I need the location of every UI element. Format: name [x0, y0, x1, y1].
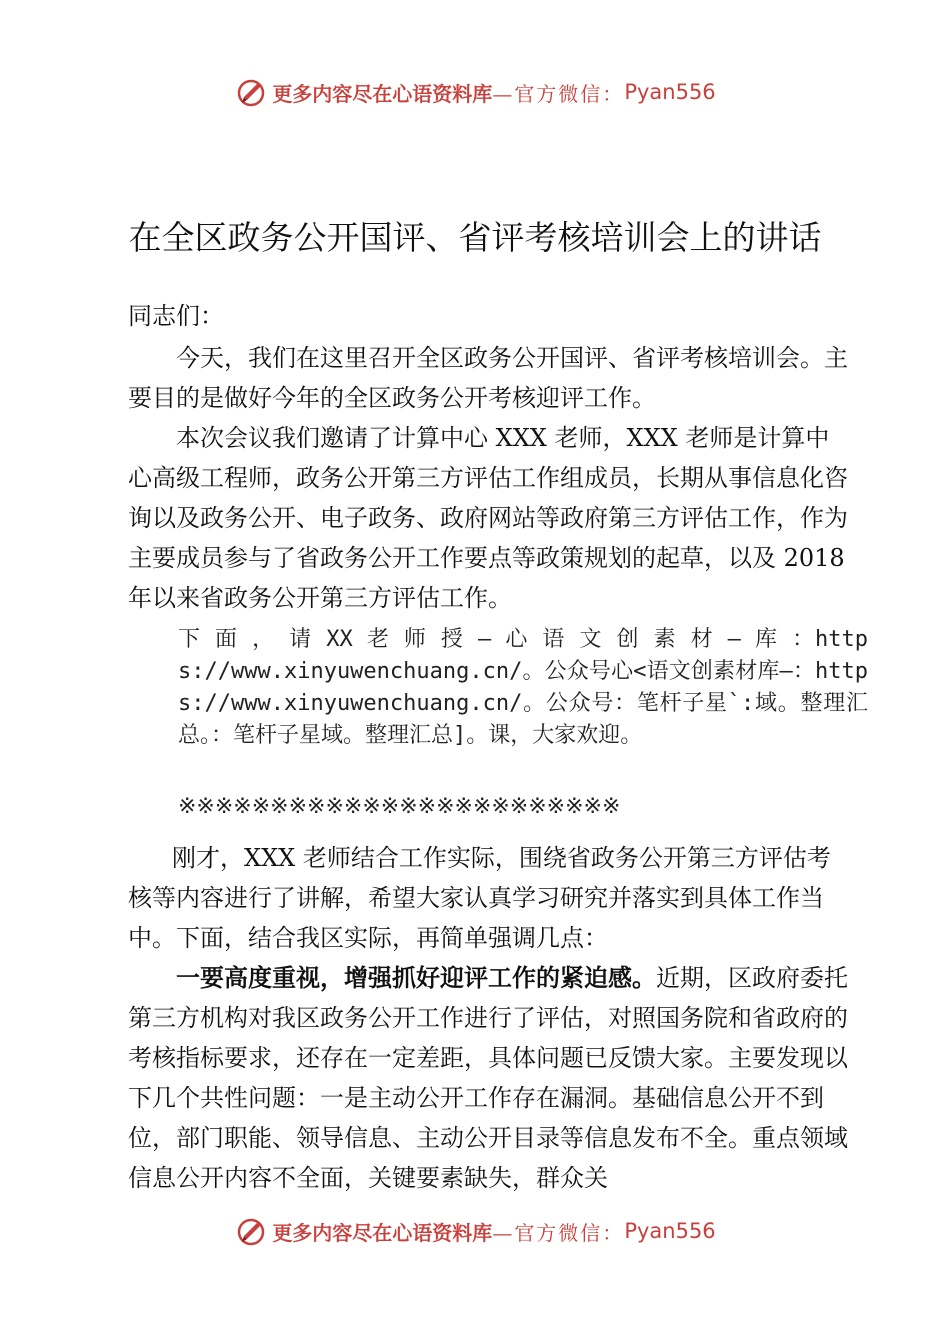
banner-wechat-id: Pyan556 [624, 1219, 716, 1243]
symbol-divider: ※※※※※※※※※※※※※※※※※※※※※※※※ [178, 794, 621, 819]
paragraph-guest: 本次会议我们邀请了计算中心 XXX 老师，XXX 老师是计算中心高级工程师，政务公开第三方评估工作组成员，长期从事信息化咨询以及政务公开、电子政务、政府网站等政府第三方评估工作，作为主要成员参与了省政务公开工作要点等政策规划的起草，以及 2018 年以来省政务公开第三方评估工作。 [128, 424, 848, 612]
paragraph-welcome: 下 面 ， 请 XX 老 师 授 — 心 语 文 创 素 材 — 库 ：https://www.xinyuwenchuang.cn/。公众号心<语文创素材库—：https://www.xinyuwenchuang.cn/。公众号：笔杆子星`:域。整理汇总。：笔杆子星域。整理汇总]。课，大家欢迎。 [178, 627, 868, 748]
paragraph-intro: 今天，我们在这里召开全区政务公开国评、省评考核培训会。主要目的是做好今年的全区政务公开考核迎评工作。 [128, 344, 848, 412]
banner-wechat-id: Pyan556 [624, 80, 716, 104]
salutation: 同志们： [128, 302, 224, 330]
point-one-body: 近期，区政府委托第三方机构对我区政务公开工作进行了评估，对照国务院和省政府的考核指标要求，还存在一定差距，具体问题已反馈大家。主要发现以下几个共性问题：一是主动公开工作存在漏洞。基础信息公开不到位，部门职能、领导信息、主动公开目录等信息发布不全。重点领域信息公开内容不全面，关键要素缺失，群众关 [128, 964, 848, 1192]
banner-sub-text: —官方微信： [492, 81, 625, 106]
banner-sub-text: —官方微信： [492, 1220, 625, 1245]
banner-main-text: 更多内容尽在心语资料库 [272, 1220, 493, 1245]
footer-banner [0, 1211, 950, 1251]
document-title: 在全区政务公开国评、省评考核培训会上的讲话 [128, 218, 822, 257]
paragraph-point-one [128, 958, 848, 1198]
header-banner [0, 72, 950, 112]
banner-main-text: 更多内容尽在心语资料库 [272, 81, 493, 106]
pen-logo-icon [234, 1214, 268, 1248]
point-one-heading: 一要高度重视，增强抓好迎评工作的紧迫感。 [176, 964, 656, 992]
paragraph-summary: 刚才，XXX 老师结合工作实际，围绕省政务公开第三方评估考核等内容进行了讲解，希望大家认真学习研究并落实到具体工作当中。下面，结合我区实际，再简单强调几点： [128, 844, 831, 952]
pen-logo-icon [234, 75, 268, 109]
